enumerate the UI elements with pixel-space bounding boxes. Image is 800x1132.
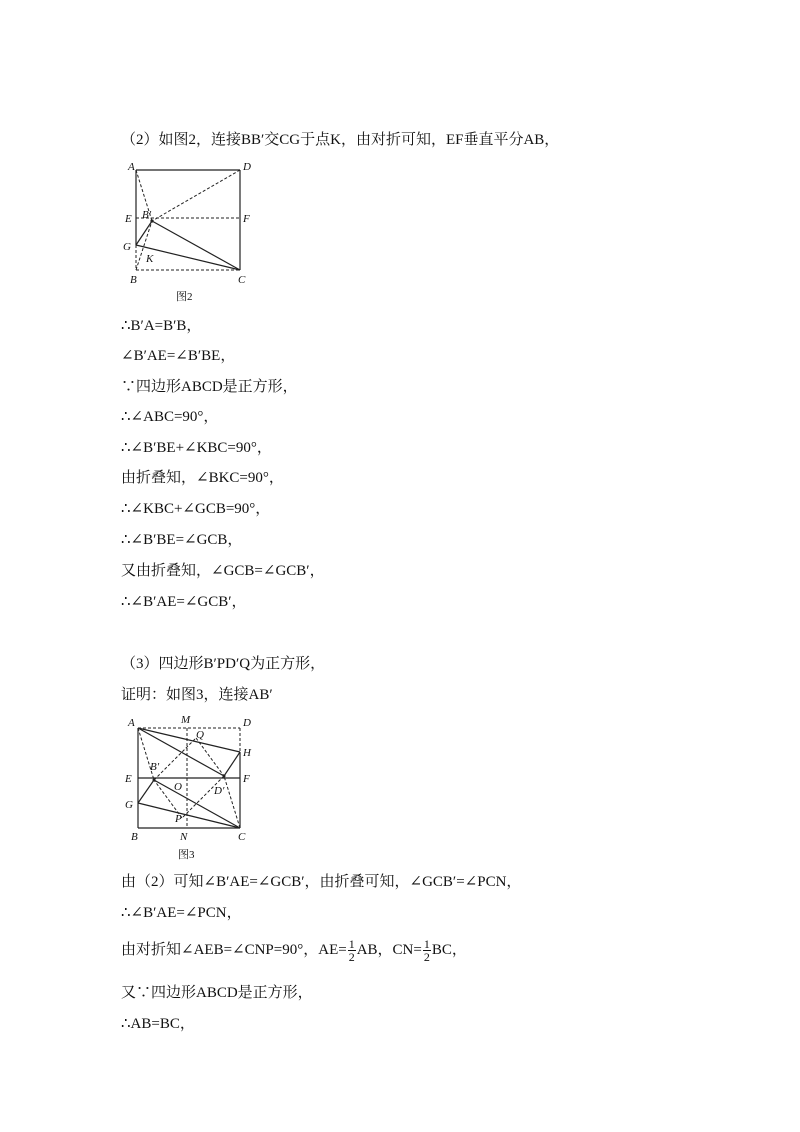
part3-step-5: ∴AB=BC， [121, 1016, 195, 1032]
fig3-label-P: P [175, 813, 182, 825]
fig3-label-E: E [125, 773, 132, 785]
fig3-label-Q: Q [196, 729, 204, 741]
part3-proof-start: 证明：如图3，连接AB′ [121, 687, 273, 703]
part2-step-5: ∴∠B′BE+∠KBC=90°， [121, 440, 272, 456]
fig2-label-E: E [125, 213, 132, 225]
fig2-label-B: B [130, 274, 137, 286]
fraction-half-2 [423, 938, 431, 963]
part3-step-3-mid: AB，CN= [356, 941, 422, 958]
part2-step-9: 又由折叠知，∠GCB=∠GCB′， [121, 563, 325, 579]
fig3-label-A: A [128, 717, 135, 729]
part3-step-4: 又∵四边形ABCD是正方形， [121, 985, 313, 1001]
part2-step-4: ∴∠ABC=90°， [121, 409, 219, 425]
part2-step-2: ∠B′AE=∠B′BE， [121, 348, 236, 364]
fig2-label-D: D [243, 161, 251, 173]
part2-step-3: ∵四边形ABCD是正方形， [121, 379, 298, 395]
figure-2-diagram [116, 156, 276, 306]
fig2-label-Bprime: B′ [142, 209, 152, 221]
figure-3-diagram [116, 710, 276, 866]
fig2-label-C: C [238, 274, 246, 286]
part2-step-1: ∴B′A=B′B， [121, 318, 202, 334]
part3-step-1: 由（2）可知∠B′AE=∠GCB′，由折叠可知，∠GCB′=∠PCN， [121, 874, 522, 890]
fig3-label-G: G [125, 799, 133, 811]
fig3-label-C: C [238, 831, 246, 843]
part2-step-7: ∴∠KBC+∠GCB=90°， [121, 501, 271, 517]
part3-step-2: ∴∠B′AE=∠PCN， [121, 905, 242, 921]
fig3-label-H: H [243, 747, 251, 759]
figure-3 [116, 710, 276, 871]
fig3-label-D: D [243, 717, 251, 729]
fig3-caption: 图3 [178, 849, 195, 861]
fig3-label-B: B [131, 831, 138, 843]
fig2-caption: 图2 [176, 291, 193, 303]
part3-step-3-suffix: BC， [431, 941, 467, 958]
part2-step-10: ∴∠B′AE=∠GCB′， [121, 594, 247, 610]
part2-intro: （2）如图2，连接BB′交CG于点K，由对折可知，EF垂直平分AB， [121, 132, 560, 148]
fraction-1-numerator: 1 [348, 937, 355, 951]
part3-step-3-prefix: 由对折知∠AEB=∠CNP=90°，AE= [121, 941, 347, 958]
fig3-label-O: O [174, 781, 182, 793]
fig3-label-Dprime: D′ [214, 785, 225, 797]
fig3-label-N: N [180, 831, 188, 843]
fig3-label-M: M [181, 714, 191, 726]
part2-step-8: ∴∠B′BE=∠GCB， [121, 532, 243, 548]
part3-step-3 [121, 938, 467, 963]
figure-2 [116, 156, 276, 311]
fig2-label-K: K [146, 253, 154, 265]
fraction-2-numerator: 1 [423, 937, 430, 951]
fig2-label-F: F [243, 213, 250, 225]
fraction-half-1 [348, 938, 356, 963]
part2-step-6: 由折叠知，∠BKC=90°， [121, 470, 284, 486]
fraction-1-denominator: 2 [348, 950, 355, 964]
fig2-label-G: G [123, 241, 131, 253]
fraction-2-denominator: 2 [423, 950, 430, 964]
part3-intro: （3）四边形B′PD′Q为正方形， [121, 656, 326, 672]
fig2-label-A: A [128, 161, 135, 173]
fig3-label-Bprime: B′ [150, 761, 160, 773]
fig3-label-F: F [243, 773, 250, 785]
